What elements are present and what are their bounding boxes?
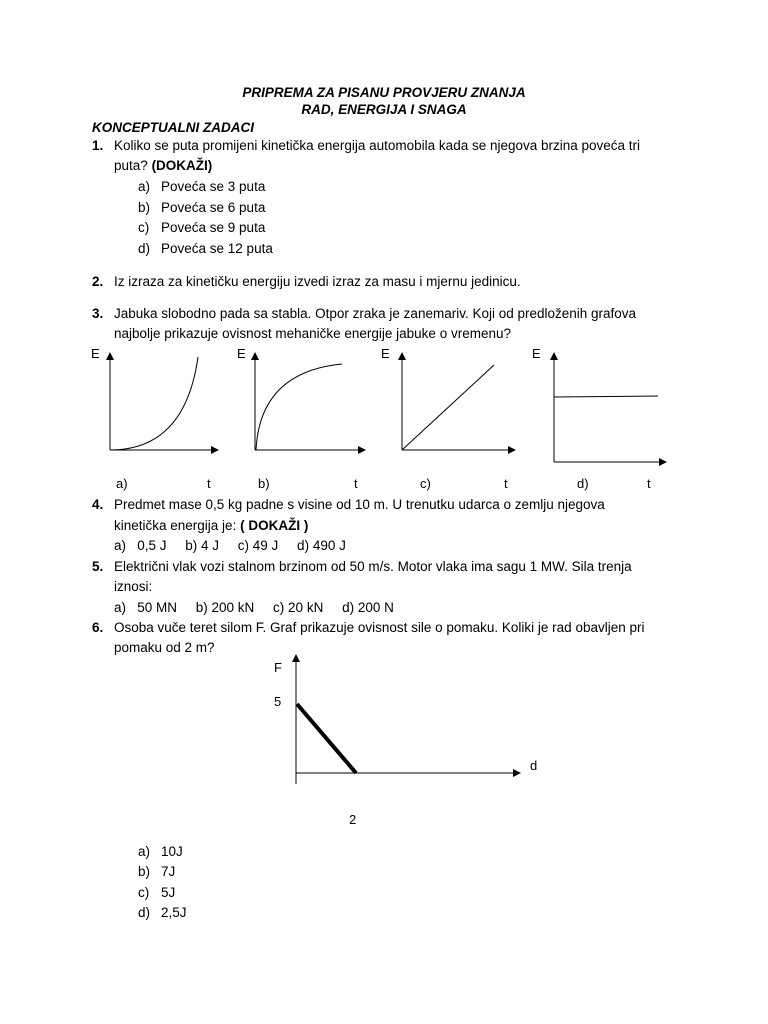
answer-options: a) 50 MN b) 200 kN c) 20 kN d) 200 N xyxy=(114,600,394,615)
question-number: 2. xyxy=(92,274,104,289)
graph-letter: c) xyxy=(420,476,431,491)
question-number: 4. xyxy=(92,497,104,512)
axis-label-d: d xyxy=(530,758,538,773)
section-title: KONCEPTUALNI ZADACI xyxy=(92,120,254,135)
axis-label-e: E xyxy=(91,346,100,361)
axis-label-e: E xyxy=(381,346,390,361)
graph-c xyxy=(381,346,512,491)
option-letter: a) xyxy=(138,179,151,194)
option-letter: c) xyxy=(138,885,150,900)
axis-label-t: t xyxy=(647,476,651,491)
question-text: najbolje prikazuje ovisnost mehaničke energije jabuke o vremenu? xyxy=(114,326,511,341)
question-number: 5. xyxy=(92,559,104,574)
option-letter: d) xyxy=(138,905,151,920)
question-text: pomaku od 2 m? xyxy=(114,640,215,655)
answer-options: a) 0,5 J b) 4 J c) 49 J d) 490 J xyxy=(114,538,346,553)
axis-label-e: E xyxy=(532,346,541,361)
option-text: 2,5J xyxy=(161,905,187,920)
question-text: Iz izraza za kinetičku energiju izvedi izraz za masu i mjernu jedinicu. xyxy=(114,274,521,289)
question-text: Koliko se puta promijeni kinetička energija automobila kada se njegova brzina poveća tri xyxy=(114,138,641,153)
title-line-1: PRIPREMA ZA PISANU PROVJERU ZNANJA xyxy=(242,85,526,100)
option-text: 5J xyxy=(161,885,176,900)
axis-label-t: t xyxy=(354,476,358,491)
option-letter: a) xyxy=(138,844,151,859)
graph-d xyxy=(532,346,663,491)
question-number: 1. xyxy=(92,138,104,153)
graph-letter: d) xyxy=(577,476,589,491)
x-tick-label: 2 xyxy=(349,812,357,827)
question-text: puta? (DOKAŽI) xyxy=(114,158,213,173)
option-text: Poveća se 9 puta xyxy=(161,220,266,235)
force-graph xyxy=(0,640,768,840)
option-text: Poveća se 6 puta xyxy=(161,200,266,215)
option-letter: c) xyxy=(138,220,150,235)
graph-b xyxy=(237,346,362,491)
curve xyxy=(256,364,342,450)
option-letter: b) xyxy=(138,200,151,215)
option-text: Poveća se 3 puta xyxy=(161,179,266,194)
question-number: 3. xyxy=(92,306,104,321)
title-line-2: RAD, ENERGIJA I SNAGA xyxy=(301,102,467,117)
force-line xyxy=(297,704,356,773)
axis-label-f: F xyxy=(274,660,282,675)
question-text: Jabuka slobodno pada sa stabla. Otpor zraka je zanemariv. Koji od predloženih grafova xyxy=(114,306,637,321)
question-text: Električni vlak vozi stalnom brzinom od 50 m/s. Motor vlaka ima sagu 1 MW. Sila trenja xyxy=(114,559,632,574)
y-tick-label: 5 xyxy=(274,694,282,709)
option-text: Poveća se 12 puta xyxy=(161,241,273,256)
axis-label-e: E xyxy=(237,346,246,361)
option-text: 10J xyxy=(161,844,183,859)
curve xyxy=(110,357,198,450)
graph-a xyxy=(91,346,215,491)
graph-letter: a) xyxy=(116,476,128,491)
graph-letter: b) xyxy=(258,476,270,491)
question-text: kinetička energija je: ( DOKAŽI ) xyxy=(114,518,309,533)
line xyxy=(554,396,658,397)
option-letter: d) xyxy=(138,241,151,256)
question-text: Osoba vuče teret silom F. Graf prikazuje ovisnost sile o pomaku. Koliki je rad obavljen pri xyxy=(114,620,645,635)
option-letter: b) xyxy=(138,864,151,879)
option-text: 7J xyxy=(161,864,176,879)
energy-graphs xyxy=(0,0,768,500)
line xyxy=(402,365,494,450)
question-text: Predmet mase 0,5 kg padne s visine od 10 m. U trenutku udarca o zemlju njegova xyxy=(114,497,605,512)
question-number: 6. xyxy=(92,620,104,635)
axis-label-t: t xyxy=(504,476,508,491)
axis-label-t: t xyxy=(207,476,211,491)
question-text: iznosi: xyxy=(114,579,153,594)
